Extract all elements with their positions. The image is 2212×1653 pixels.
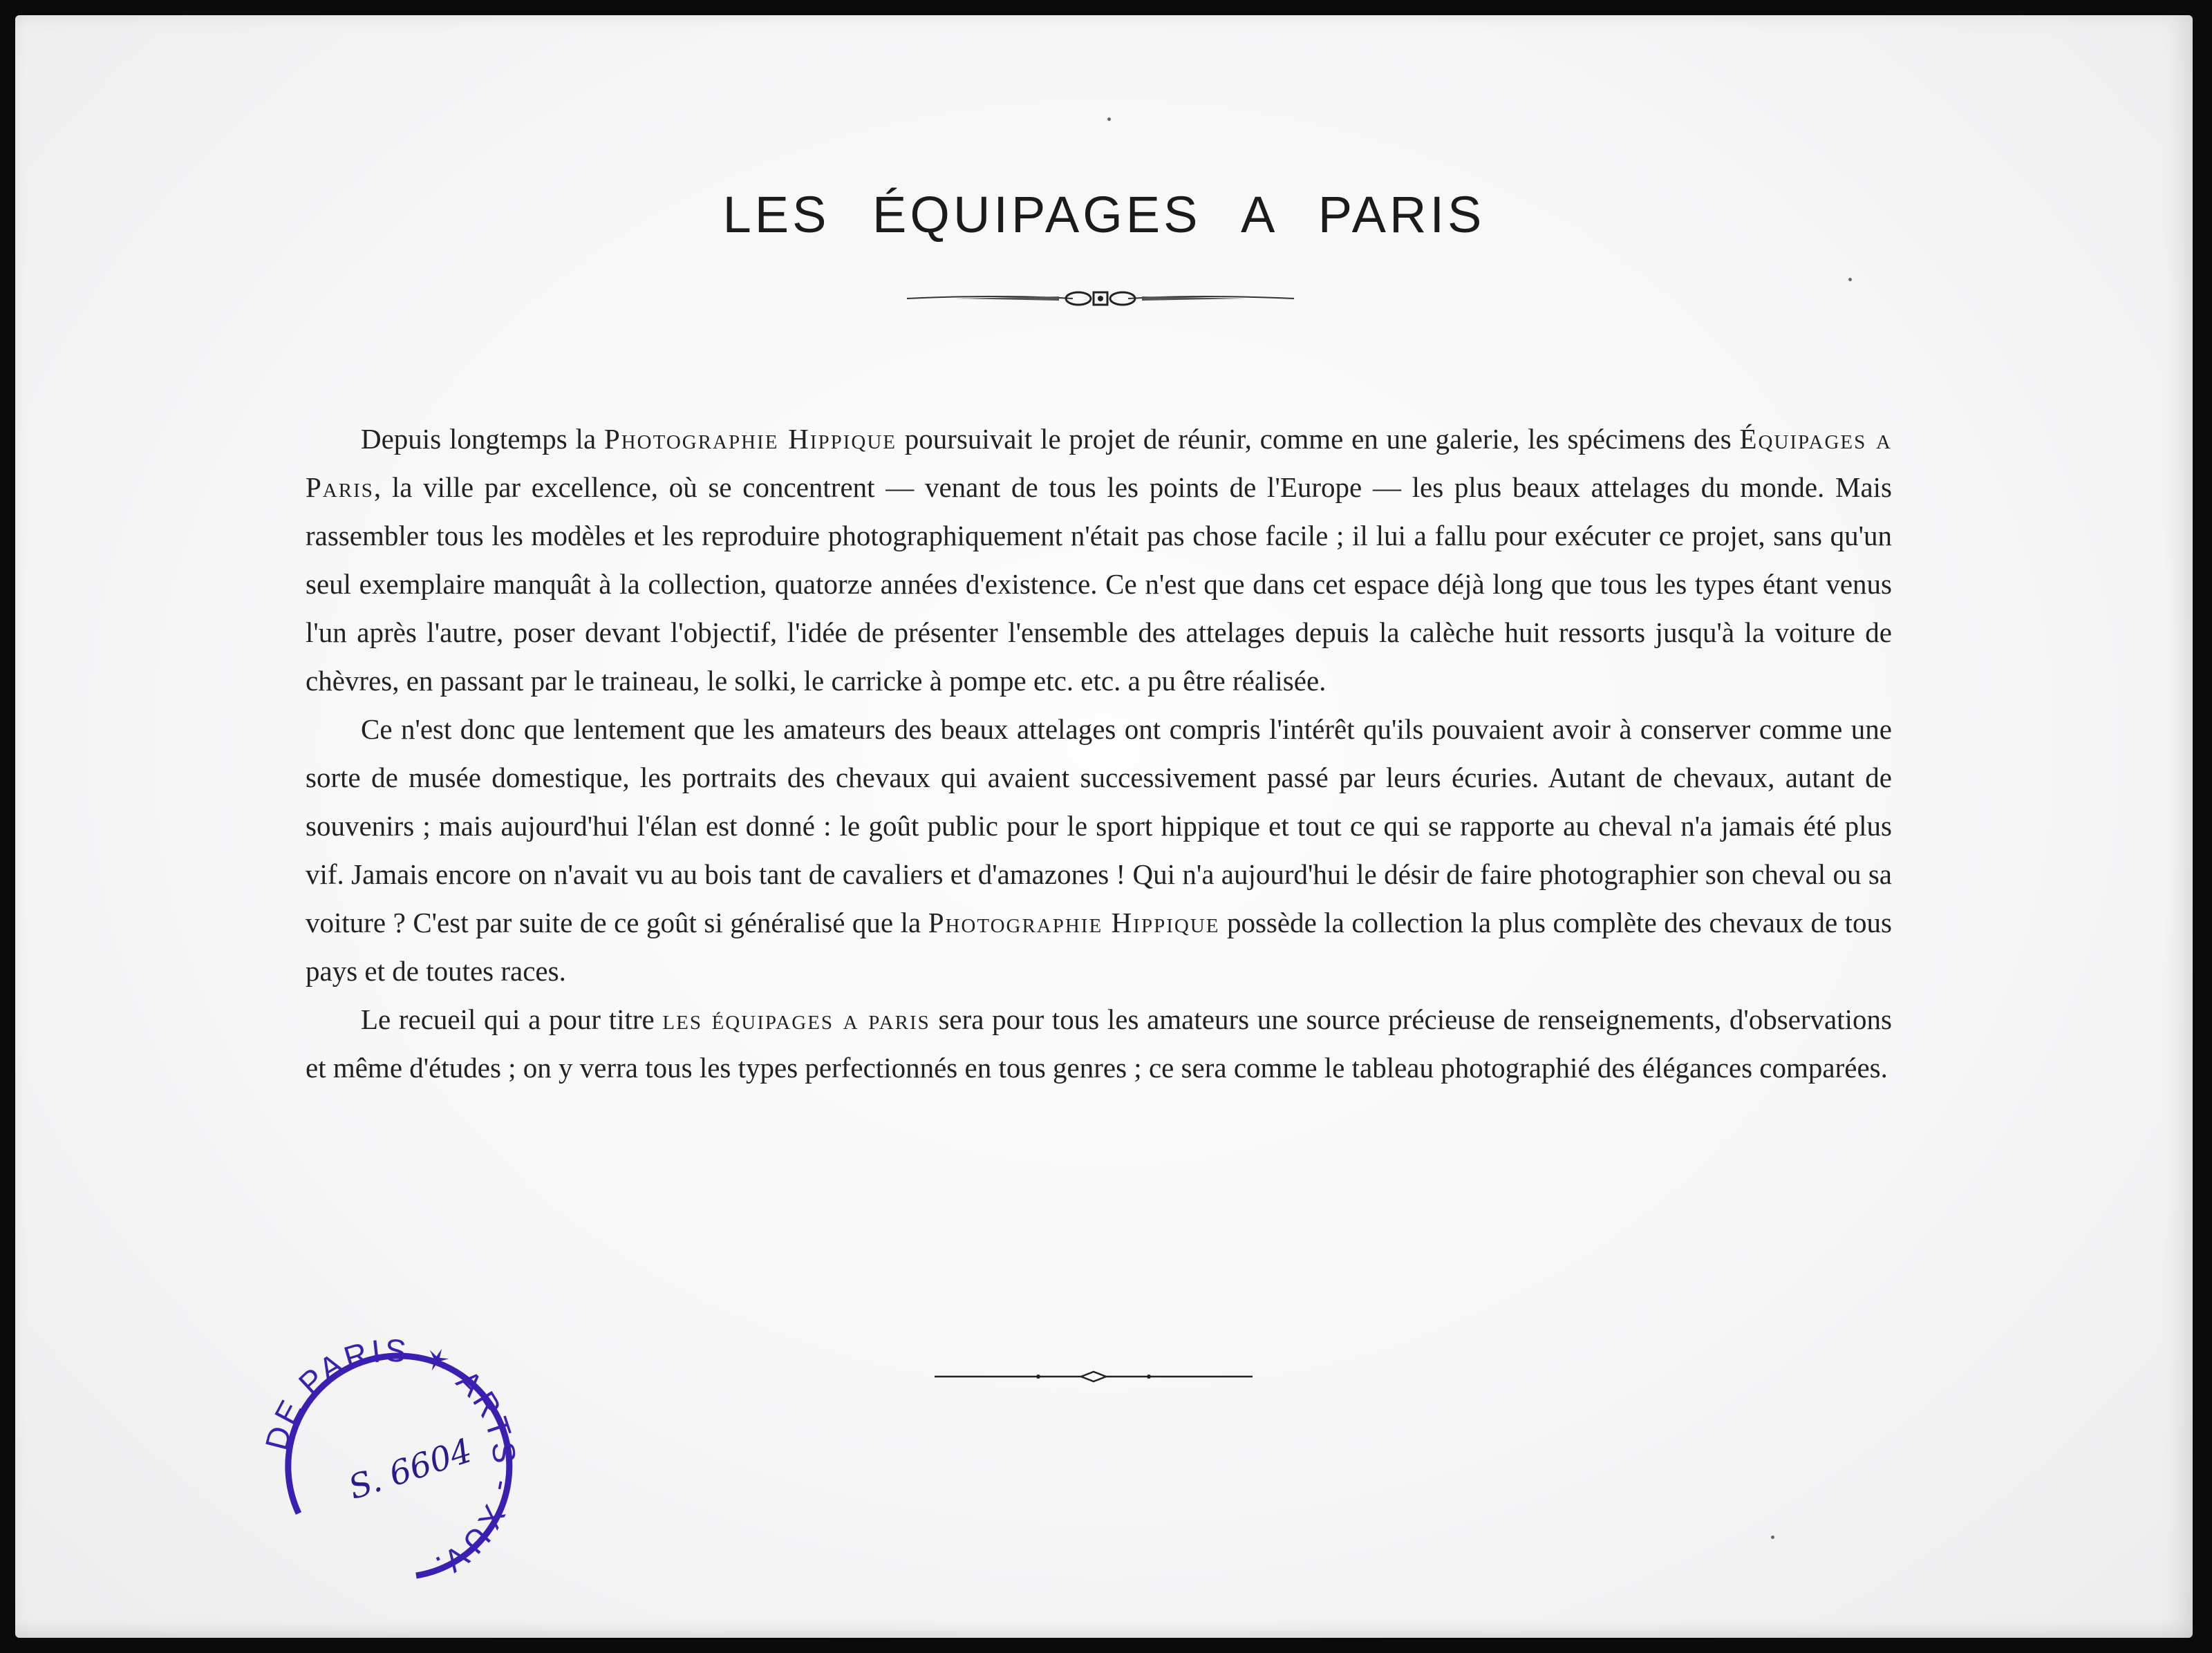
paragraph-2-before: Ce n'est donc que lentement que les amateurs des beaux attelages ont compris l'intérêt qu'ils pouvaient avoir à conserver comme une sorte de musée domestique, les portraits des chevaux qui avaient successivement passé par leurs écuries. Autant de chevaux, autant de souvenirs ; mais aujourd'hui l'élan est donné : le goût public pour le sport hippique et tout ce qui se rapporte au cheval n'a jamais été plus vif. Jamais encore on n'avait vu au bois tant de cavaliers et d'amazones ! Qui n'a aujourd'hui le désir de faire photographier son cheval ou sa voiture ? C'est par suite de ce goût si généralisé que la [306, 713, 1892, 938]
paper-speck [1107, 117, 1111, 121]
paragraph-2-after: possède la collection la plus complète des chevaux de tous pays et de toutes races. [306, 907, 1893, 987]
paragraph-1-after: , la ville par excellence, où se concentrent — venant de tous les points de l'Europe — les plus beaux attelages du monde. Mais rassembler tous les modèles et les reproduire photographiquement n'était pas chose facile ; il lui a fallu pour exécuter ce projet, sans qu'un seul exemplaire manquât à la collection, quatorze années d'existence. Ce n'est que dans cet espace déjà long que tous les types étant venus l'un après l'autre, poser devant l'objectif, l'idée de présenter l'ensemble des attelages depuis la calèche huit ressorts jusqu'à la voiture de chèvres, en passant par le traineau, le solki, le carricke à pompe etc. etc. a pu être réalisée. [306, 471, 1892, 697]
paragraph-3-before: Le recueil qui a pour titre [361, 1003, 663, 1035]
paragraph-2 [306, 705, 1892, 995]
paper-speck [1848, 278, 1852, 281]
paragraph-1-before: Depuis longtemps la [361, 423, 604, 455]
paper-speck [1771, 1536, 1774, 1539]
stamp-handwritten-number: S. 6604 [344, 1431, 477, 1508]
paragraph-1-middle: poursuivait le projet de réunir, comme en une galerie, les spécimens des [897, 423, 1740, 455]
body-text [306, 415, 1892, 1092]
library-stamp [245, 1327, 535, 1603]
end-ornament [928, 1368, 1259, 1385]
paragraph-3-smallcaps-1: les équipages a paris [662, 1003, 930, 1035]
paragraph-2-smallcaps-1: Photographie Hippique [928, 907, 1220, 938]
paragraph-1 [306, 415, 1892, 705]
stamp-ring-text: DE PARIS ✶ ARTS - XUV. [258, 1332, 523, 1587]
paragraph-3 [306, 995, 1892, 1092]
paragraph-1-smallcaps-2: Équipages a Paris [306, 423, 1892, 503]
document-page [15, 15, 2193, 1638]
title-ornament [893, 285, 1308, 312]
document-title: LES ÉQUIPAGES A PARIS [722, 186, 1485, 243]
paragraph-3-after: sera pour tous les amateurs une source précieuse de renseignements, d'observations et même d'études ; on y verra tous les types perfectionnés en tous genres ; ce sera comme le tableau photographié des élégances comparées. [306, 1003, 1892, 1084]
paragraph-1-smallcaps-1: Photographie Hippique [603, 423, 897, 455]
